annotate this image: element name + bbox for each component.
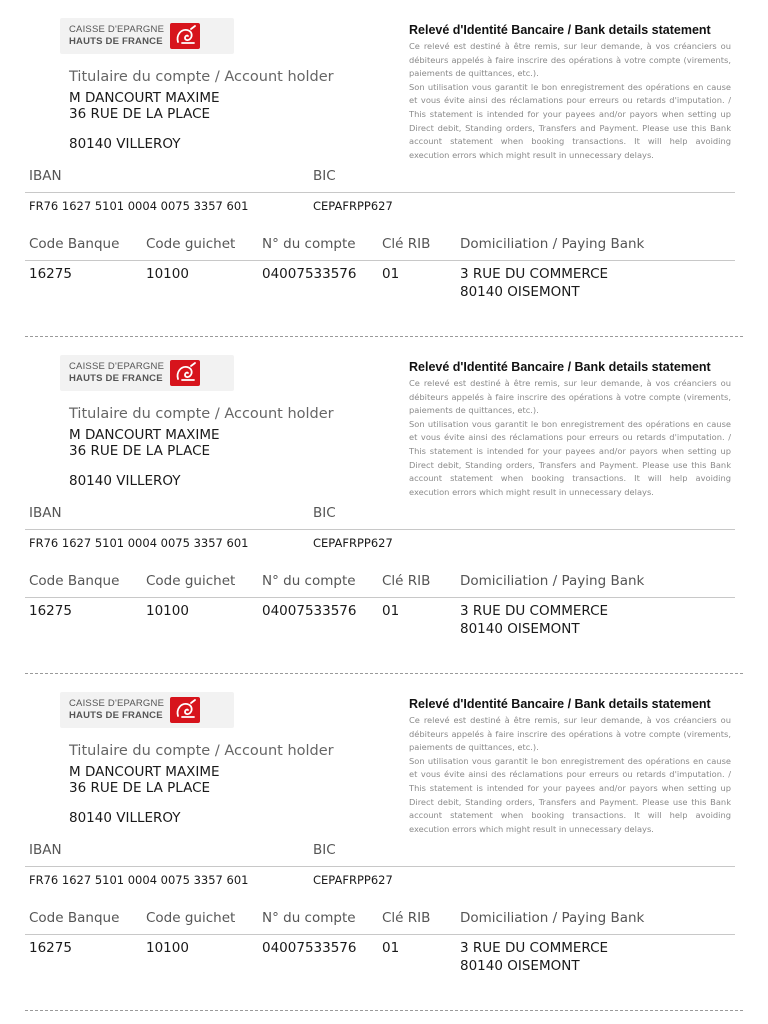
statement-description-en: Son utilisation vous garantit le bon enregistrement des opérations en cause et vous évite ainsi des réclamations pour erreurs ou retards d'imputation. / This statement is intended for your payees and/or payors when setting up Direct debit, Standing orders, Transfers and Payment. Please use this Bank account statement when booking transactions. It will help avoiding execution errors which might result in unnecessary delays.: [409, 418, 731, 497]
account-holder-city: 80140 VILLEROY: [69, 810, 181, 826]
account-holder-label: Titulaire du compte / Account holder: [69, 406, 334, 422]
iban-value: FR76 1627 5101 0004 0075 3357 601: [29, 536, 249, 550]
logo-line-2: HAUTS DE FRANCE: [69, 373, 163, 384]
account-holder-name: M DANCOURT MAXIME: [69, 764, 220, 780]
bank-code-label: Code Banque: [29, 236, 120, 252]
paying-bank-address-line-1: 3 RUE DU COMMERCE: [460, 603, 609, 619]
rib-slip-2: [0, 337, 768, 674]
logo-line-2: HAUTS DE FRANCE: [69, 36, 163, 47]
statement-description-fr: Ce relevé est destiné à être remis, sur leur demande, à vos créanciers ou débiteurs appelés à faire inscrire des opérations à votre compte (virements, paiements de quittances, etc.).: [409, 715, 731, 753]
bank-code-value: 16275: [29, 940, 72, 956]
squirrel-logo-icon: [170, 360, 200, 386]
divider: [25, 866, 735, 867]
rib-key-label: Clé RIB: [382, 236, 431, 252]
bank-code-value: 16275: [29, 266, 72, 282]
statement-description: [409, 377, 731, 499]
bank-code-label: Code Banque: [29, 573, 120, 589]
bic-label: BIC: [313, 505, 336, 521]
rib-key-value: 01: [382, 940, 400, 956]
branch-code-label: Code guichet: [146, 910, 236, 926]
account-holder-name: M DANCOURT MAXIME: [69, 90, 220, 106]
divider: [25, 260, 735, 261]
rib-key-label: Clé RIB: [382, 573, 431, 589]
logo-line-2: HAUTS DE FRANCE: [69, 710, 163, 721]
squirrel-logo-icon: [170, 697, 200, 723]
paying-bank-address-line-2: 80140 OISEMONT: [460, 958, 580, 974]
bank-logo: [60, 692, 234, 728]
account-number-label: N° du compte: [262, 236, 356, 252]
divider: [25, 934, 735, 935]
bank-logo: [60, 355, 234, 391]
iban-label: IBAN: [29, 168, 62, 184]
logo-line-1: CAISSE D'EPARGNE: [69, 24, 165, 35]
branch-code-label: Code guichet: [146, 236, 236, 252]
iban-label: IBAN: [29, 842, 62, 858]
iban-value: FR76 1627 5101 0004 0075 3357 601: [29, 199, 249, 213]
iban-value: FR76 1627 5101 0004 0075 3357 601: [29, 873, 249, 887]
bic-label: BIC: [313, 168, 336, 184]
logo-line-1: CAISSE D'EPARGNE: [69, 361, 165, 372]
statement-description-fr: Ce relevé est destiné à être remis, sur leur demande, à vos créanciers ou débiteurs appelés à faire inscrire des opérations à votre compte (virements, paiements de quittances, etc.).: [409, 41, 731, 79]
squirrel-logo-icon: [170, 23, 200, 49]
bic-value: CEPAFRPP627: [313, 873, 393, 887]
rib-slip-3: [0, 674, 768, 1011]
bic-value: CEPAFRPP627: [313, 536, 393, 550]
account-holder-city: 80140 VILLEROY: [69, 473, 181, 489]
bank-code-label: Code Banque: [29, 910, 120, 926]
account-number-label: N° du compte: [262, 910, 356, 926]
bic-value: CEPAFRPP627: [313, 199, 393, 213]
account-holder-label: Titulaire du compte / Account holder: [69, 69, 334, 85]
account-holder-name: M DANCOURT MAXIME: [69, 427, 220, 443]
domiciliation-label: Domiciliation / Paying Bank: [460, 236, 645, 252]
statement-title: Relevé d'Identité Bancaire / Bank details statement: [409, 697, 711, 711]
statement-description: [409, 714, 731, 836]
account-holder-street: 36 RUE DE LA PLACE: [69, 780, 211, 796]
bank-logo: [60, 18, 234, 54]
rib-key-value: 01: [382, 266, 400, 282]
rib-key-value: 01: [382, 603, 400, 619]
statement-title: Relevé d'Identité Bancaire / Bank details statement: [409, 360, 711, 374]
branch-code-label: Code guichet: [146, 573, 236, 589]
statement-description-fr: Ce relevé est destiné à être remis, sur leur demande, à vos créanciers ou débiteurs appelés à faire inscrire des opérations à votre compte (virements, paiements de quittances, etc.).: [409, 378, 731, 416]
domiciliation-label: Domiciliation / Paying Bank: [460, 910, 645, 926]
divider: [25, 597, 735, 598]
branch-code-value: 10100: [146, 603, 189, 619]
account-number-value: 04007533576: [262, 266, 357, 282]
iban-label: IBAN: [29, 505, 62, 521]
logo-line-1: CAISSE D'EPARGNE: [69, 698, 165, 709]
statement-description-en: Son utilisation vous garantit le bon enregistrement des opérations en cause et vous évite ainsi des réclamations pour erreurs ou retards d'imputation. / This statement is intended for your payees and/or payors when setting up Direct debit, Standing orders, Transfers and Payment. Please use this Bank account statement when booking transactions. It will help avoiding execution errors which might result in unnecessary delays.: [409, 81, 731, 160]
bic-label: BIC: [313, 842, 336, 858]
statement-title: Relevé d'Identité Bancaire / Bank details statement: [409, 23, 711, 37]
divider: [25, 192, 735, 193]
paying-bank-address-line-2: 80140 OISEMONT: [460, 284, 580, 300]
cut-line: [25, 1010, 743, 1011]
account-number-value: 04007533576: [262, 940, 357, 956]
rib-slip-1: [0, 0, 768, 337]
bank-code-value: 16275: [29, 603, 72, 619]
account-number-value: 04007533576: [262, 603, 357, 619]
paying-bank-address-line-2: 80140 OISEMONT: [460, 621, 580, 637]
domiciliation-label: Domiciliation / Paying Bank: [460, 573, 645, 589]
account-holder-street: 36 RUE DE LA PLACE: [69, 443, 211, 459]
paying-bank-address-line-1: 3 RUE DU COMMERCE: [460, 266, 609, 282]
branch-code-value: 10100: [146, 940, 189, 956]
account-number-label: N° du compte: [262, 573, 356, 589]
account-holder-city: 80140 VILLEROY: [69, 136, 181, 152]
paying-bank-address-line-1: 3 RUE DU COMMERCE: [460, 940, 609, 956]
rib-key-label: Clé RIB: [382, 910, 431, 926]
branch-code-value: 10100: [146, 266, 189, 282]
divider: [25, 529, 735, 530]
statement-description-en: Son utilisation vous garantit le bon enregistrement des opérations en cause et vous évite ainsi des réclamations pour erreurs ou retards d'imputation. / This statement is intended for your payees and/or payors when setting up Direct debit, Standing orders, Transfers and Payment. Please use this Bank account statement when booking transactions. It will help avoiding execution errors which might result in unnecessary delays.: [409, 755, 731, 834]
account-holder-label: Titulaire du compte / Account holder: [69, 743, 334, 759]
account-holder-street: 36 RUE DE LA PLACE: [69, 106, 211, 122]
statement-description: [409, 40, 731, 162]
